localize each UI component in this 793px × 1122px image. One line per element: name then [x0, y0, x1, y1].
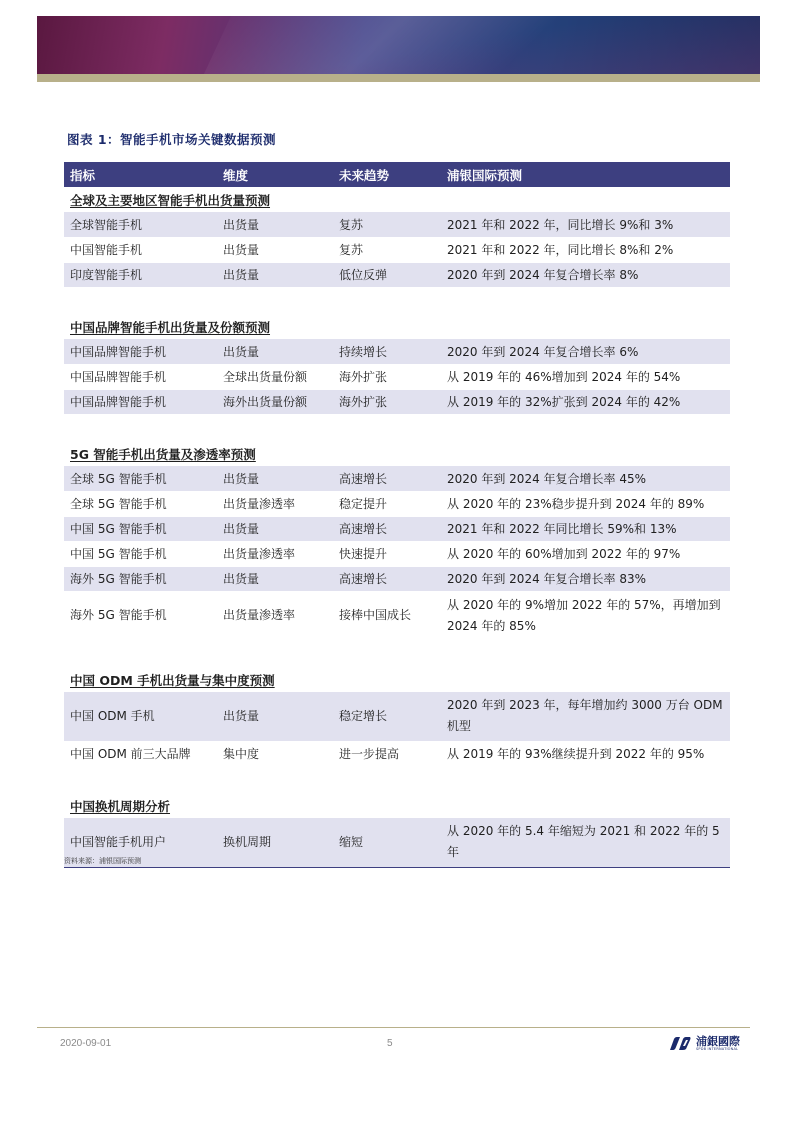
cell-trend: 低位反弹 [333, 262, 437, 287]
section-spacer [64, 766, 730, 793]
logo-mark-icon [668, 1036, 692, 1052]
section-heading [64, 441, 730, 466]
section-spacer [64, 640, 730, 667]
cell-trend: 海外扩张 [333, 389, 437, 414]
cell-trend: 缩短 [333, 818, 437, 867]
table-header-row [64, 162, 730, 187]
header-trend: 未来趋势 [339, 167, 390, 183]
cell-indicator: 全球 5G 智能手机 [64, 466, 217, 491]
cell-dimension: 集中度 [217, 741, 333, 766]
cell-trend: 进一步提高 [333, 741, 437, 766]
cell-dimension: 出货量 [217, 262, 333, 287]
table-row [64, 566, 730, 591]
table-row [64, 466, 730, 491]
section-heading [64, 793, 730, 818]
logo-chinese-name: 浦銀國際 [696, 1035, 740, 1048]
cell-indicator: 中国 ODM 手机 [64, 692, 217, 741]
table-row [64, 339, 730, 364]
section-spacer [64, 287, 730, 314]
cell-indicator: 中国品牌智能手机 [64, 339, 217, 364]
cell-dimension: 出货量渗透率 [217, 541, 333, 566]
section-heading [64, 314, 730, 339]
cell-dimension: 出货量 [217, 466, 333, 491]
cell-indicator: 中国 5G 智能手机 [64, 516, 217, 541]
table-row [64, 212, 730, 237]
section-heading [64, 187, 730, 212]
page-number: 5 [387, 1038, 393, 1049]
cell-indicator: 全球 5G 智能手机 [64, 491, 217, 516]
cell-dimension: 出货量 [217, 339, 333, 364]
cell-trend: 复苏 [333, 212, 437, 237]
source-note: 资料来源：浦银国际预测 [64, 857, 141, 865]
cell-trend: 稳定提升 [333, 491, 437, 516]
footer-date: 2020-09-01 [60, 1038, 112, 1049]
cell-indicator: 中国品牌智能手机 [64, 364, 217, 389]
figure-title: 图表 1：智能手机市场关键数据预测 [67, 132, 277, 147]
section-title: 5G 智能手机出货量及渗透率预测 [70, 447, 256, 462]
cell-forecast: 2020 年到 2024 年复合增长率 6% [437, 339, 730, 364]
cell-indicator: 全球智能手机 [64, 212, 217, 237]
header-indicator: 指标 [70, 167, 96, 183]
cell-dimension: 出货量渗透率 [217, 491, 333, 516]
cell-indicator: 中国品牌智能手机 [64, 389, 217, 414]
table-row [64, 237, 730, 262]
header-dimension: 维度 [223, 167, 249, 183]
table-row [64, 741, 730, 766]
cell-dimension: 出货量 [217, 692, 333, 741]
header-banner [37, 16, 760, 74]
table-row [64, 541, 730, 566]
table-row [64, 818, 730, 867]
cell-indicator: 印度智能手机 [64, 262, 217, 287]
table-row [64, 262, 730, 287]
section-spacer [64, 414, 730, 441]
cell-indicator: 海外 5G 智能手机 [64, 591, 217, 640]
cell-trend: 高速增长 [333, 466, 437, 491]
table-row [64, 692, 730, 741]
company-logo [668, 1036, 740, 1052]
forecast-table [64, 162, 730, 868]
cell-forecast: 从 2020 年的 9%增加 2022 年的 57%，再增加到 2024 年的 85% [437, 591, 730, 640]
cell-forecast: 2020 年到 2024 年复合增长率 45% [437, 466, 730, 491]
cell-forecast: 从 2019 年的 46%增加到 2024 年的 54% [437, 364, 730, 389]
cell-dimension: 出货量 [217, 566, 333, 591]
cell-trend: 复苏 [333, 237, 437, 262]
logo-english-name: SPDB INTERNATIONAL [696, 1047, 739, 1051]
cell-forecast: 2020 年到 2024 年复合增长率 8% [437, 262, 730, 287]
cell-indicator: 海外 5G 智能手机 [64, 566, 217, 591]
footer-divider [37, 1027, 750, 1028]
cell-forecast: 从 2020 年的 23%稳步提升到 2024 年的 89% [437, 491, 730, 516]
cell-indicator: 中国智能手机 [64, 237, 217, 262]
cell-forecast: 2021 年和 2022 年，同比增长 8%和 2% [437, 237, 730, 262]
section-heading [64, 667, 730, 692]
cell-dimension: 出货量 [217, 237, 333, 262]
cell-trend: 稳定增长 [333, 692, 437, 741]
cell-dimension: 海外出货量份额 [217, 389, 333, 414]
cell-trend: 持续增长 [333, 339, 437, 364]
cell-trend: 海外扩张 [333, 364, 437, 389]
cell-dimension: 全球出货量份额 [217, 364, 333, 389]
cell-dimension: 出货量 [217, 516, 333, 541]
table-row [64, 389, 730, 414]
header-forecast: 浦银国际预测 [447, 167, 523, 183]
cell-dimension: 出货量 [217, 212, 333, 237]
cell-forecast: 2021 年和 2022 年，同比增长 9%和 3% [437, 212, 730, 237]
cell-trend: 接棒中国成长 [333, 591, 437, 640]
cell-forecast: 从 2020 年的 60%增加到 2022 年的 97% [437, 541, 730, 566]
header-accent-stripe [37, 74, 760, 82]
cell-dimension: 出货量渗透率 [217, 591, 333, 640]
cell-indicator: 中国 5G 智能手机 [64, 541, 217, 566]
cell-trend: 高速增长 [333, 516, 437, 541]
cell-indicator: 中国 ODM 前三大品牌 [64, 741, 217, 766]
cell-forecast: 从 2020 年的 5.4 年缩短为 2021 和 2022 年的 5 年 [437, 818, 730, 867]
section-title: 中国 ODM 手机出货量与集中度预测 [70, 673, 275, 688]
cell-trend: 快速提升 [333, 541, 437, 566]
section-title: 中国品牌智能手机出货量及份额预测 [70, 320, 271, 335]
cell-indicator: 中国智能手机用户 [64, 818, 217, 867]
table-row [64, 491, 730, 516]
table-row [64, 364, 730, 389]
cell-forecast: 2021 年和 2022 年同比增长 59%和 13% [437, 516, 730, 541]
cell-forecast: 从 2019 年的 93%继续提升到 2022 年的 95% [437, 741, 730, 766]
table-row [64, 591, 730, 640]
cell-forecast: 2020 年到 2023 年，每年增加约 3000 万台 ODM 机型 [437, 692, 730, 741]
cell-dimension: 换机周期 [217, 818, 333, 867]
table-row [64, 516, 730, 541]
cell-forecast: 2020 年到 2024 年复合增长率 83% [437, 566, 730, 591]
cell-trend: 高速增长 [333, 566, 437, 591]
cell-forecast: 从 2019 年的 32%扩张到 2024 年的 42% [437, 389, 730, 414]
section-title: 全球及主要地区智能手机出货量预测 [70, 193, 271, 208]
section-title: 中国换机周期分析 [70, 799, 171, 814]
